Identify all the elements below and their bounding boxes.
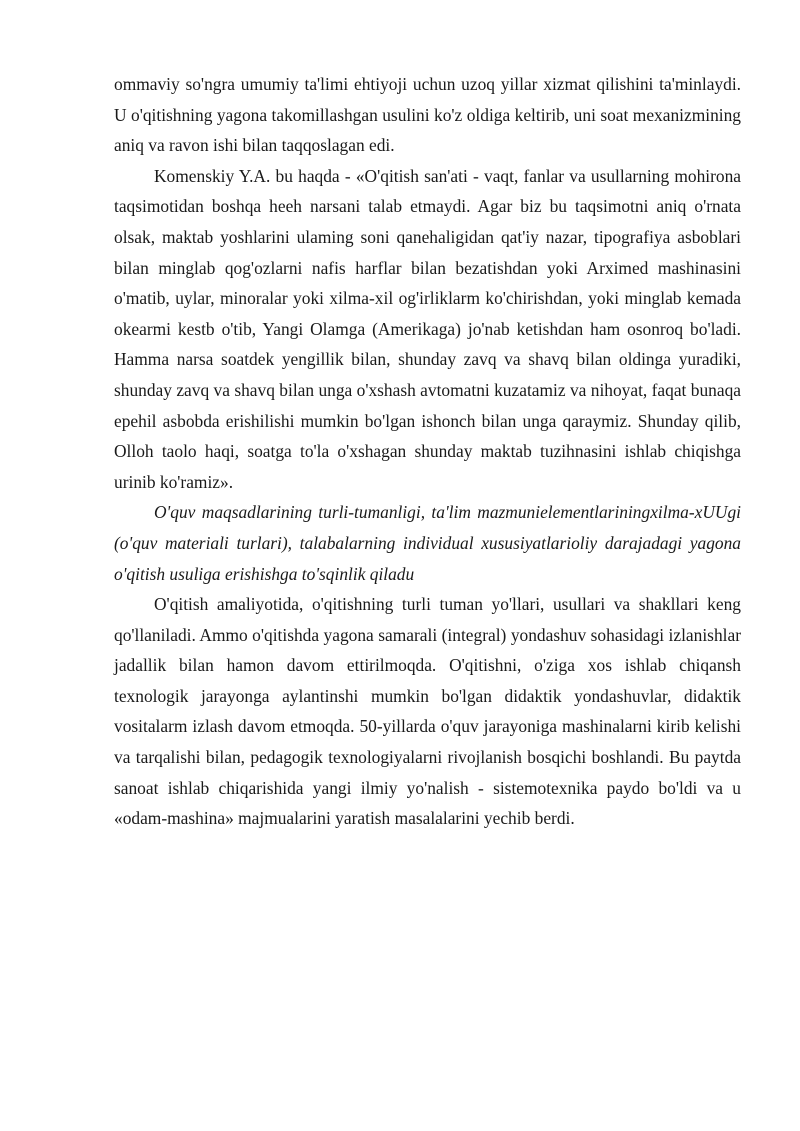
document-page bbox=[114, 69, 741, 834]
paragraph-italic-statement: O'quv maqsadlarining turli-tumanligi, ta'lim mazmunielementlariningxilma-xUUgi (o'quv materiali turlari), talabalarning individual xususiyatlarioliy darajadagi yagona o'qitish usuliga erishishga to'sqinlik qiladu bbox=[114, 502, 741, 584]
paragraph-komenskiy-quote: Komenskiy Y.A. bu haqda - «O'qitish san'ati - vaqt, fanlar va usullarning mohirona taqsimotidan boshqa heeh narsani talab etmaydi. Agar biz bu taqsimotni aniq o'rnata olsak, maktab yoshlarini ulaming soni qanehaligidan qat'iy nazar, tipografiya asboblari bilan minglab qog'ozlarni nafis harflar bilan bezatishdan yoki Arximed mashinasini o'matib, uylar, minoralar yoki xilma-xil og'irliklarm ko'chirishdan, yoki minglab kemada okearmi kestb o'tib, Yangi Olamga (Amerikaga) jo'nab ketishdan ham osonroq bo'ladi. Hamma narsa soatdek yengillik bilan, shunday zavq va shavq bilan oldinga yuradiki, shunday zavq va shavq bilan unga o'xshash avtomatni kuzatamiz va nihoyat, faqat bunaqa epehil asbobda erishilishi mumkin bo'lgan ishonch bilan unga qaraymiz. Shunday qilib, Olloh taolo haqi, soatga to'la o'xshagan shunday maktab tuzihnasini ishlab chiqishga urinib ko'ramiz». bbox=[114, 165, 741, 492]
paragraph-teaching-practice: O'qitish amaliyotida, o'qitishning turli tuman yo'llari, usullari va shakllari keng qo'llaniladi. Ammo o'qitishda yagona samarali (integral) yondashuv sohasidagi izlanishlar jadallik bilan hamon davom ettirilmoqda. O'qitishni, o'ziga xos ishlab chiqansh texnologik jarayonga aylantinshi mumkin bo'lgan didaktik yondashuvlar, didaktik vositalarm izlash davom etmoqda. 50-yillarda o'quv jarayoniga mashinalarni kirib kelishi va tarqalishi bilan, pedagogik texnologiyalarni rivojlanish bosqichi boshlandi. Bu paytda sanoat ishlab chiqarishida yangi ilmiy yo'nalish - sistemotexnika paydo bo'ldi va u «odam-mashina» majmualarini yaratish masalalarini yechib berdi. bbox=[114, 594, 741, 829]
paragraph-continuation: ommaviy so'ngra umumiy ta'limi ehtiyoji uchun uzoq yillar xizmat qilishini ta'minlaydi. U o'qitishning yagona takomillashgan usulini ko'z oldiga keltirib, uni soat mexanizmining aniq va ravon ishi bilan taqqoslagan edi. bbox=[114, 74, 741, 156]
